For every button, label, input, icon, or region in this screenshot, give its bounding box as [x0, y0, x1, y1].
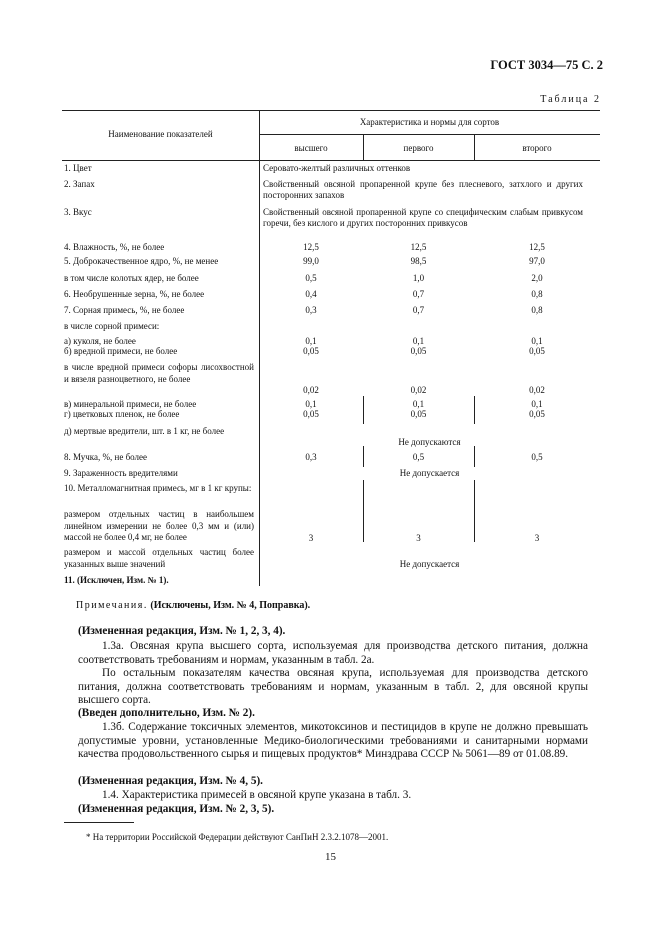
grade-header: второго: [522, 143, 552, 153]
table-cell: 0,8: [531, 289, 543, 299]
table-header-rule: [62, 160, 600, 161]
spanning-value: Не допускается: [399, 559, 460, 569]
amendment-note: (Введен дополнительно, Изм. № 2).: [78, 707, 255, 719]
row-label: а) куколя, не более: [64, 336, 136, 346]
row-label: 4. Влажность, %, не более: [64, 242, 165, 252]
table-cell: 0,5: [412, 452, 425, 462]
paragraph-1-3a: 1.3а. Овсяная крупа высшего сорта, используемая для производства детского питания, должна соответствовать требованиям и нормам, указанным в табл. 2а.: [78, 640, 588, 666]
table-cell: 0,05: [303, 346, 319, 356]
row-label: б) вредной примеси, не более: [64, 346, 178, 356]
row-label: размером и массой отдельных частиц более указанных выше значений: [64, 547, 254, 569]
table-notes: [76, 600, 310, 611]
table-cell: 0,3: [305, 305, 317, 315]
row-label: 10. Металломагнитная примесь, мг в 1 кг крупы:: [64, 483, 252, 493]
table-cell: 2,0: [531, 273, 543, 283]
spanning-value: Серовато-желтый различных оттенков: [263, 163, 411, 173]
row-label: г) цветковых пленок, не более: [64, 409, 180, 419]
table-cell: 0,05: [410, 346, 427, 356]
row-label: в) минеральной примеси, не более: [64, 399, 197, 409]
grade-header: высшего: [294, 143, 328, 153]
table-cell: 0,8: [531, 305, 543, 315]
table-cell: 0,05: [303, 409, 319, 419]
table-cell: 97,0: [529, 256, 545, 266]
row-label: 11. (Исключен, Изм. № 1).: [64, 575, 169, 585]
spanning-value: Свойственный овсяной пропаренной крупе со специфическим слабым привкусом горечи, без кислого и других посторонних привкусов: [263, 207, 583, 228]
table-cell: 0,1: [531, 336, 543, 346]
table-cell: 0,05: [529, 409, 545, 419]
column-header-indicators: Наименование показателей: [108, 129, 213, 139]
row-label: 1. Цвет: [64, 163, 92, 173]
table-cell: 0,1: [531, 399, 543, 409]
table-cell: 0,1: [412, 399, 425, 409]
table-cell: 0,3: [305, 452, 317, 462]
row-label: 2. Запах: [64, 179, 95, 189]
row-label: 7. Сорная примесь, %, не более: [64, 305, 185, 315]
table-cell: 0,05: [410, 409, 427, 419]
table-cell: 12,5: [529, 242, 545, 252]
row-label: 5. Доброкачественное ядро, %, не менее: [64, 256, 219, 266]
table-cell: 0,4: [305, 289, 317, 299]
table-cell: 0,1: [305, 336, 317, 346]
footnote: * На территории Российской Федерации действуют СанПиН 2.3.2.1078—2001.: [86, 832, 389, 842]
spanning-value: Не допускается: [399, 468, 460, 478]
row-label: в числе вредной примеси софоры лисохвостной и вязеля разноцветного, не более: [64, 362, 254, 384]
table-cell: 0,02: [410, 385, 427, 395]
table-group-rule: [259, 134, 600, 135]
grade-header: первого: [403, 143, 434, 153]
amendment-note: (Измененная редакция, Изм. № 1, 2, 3, 4).: [78, 625, 286, 637]
row-label: в числе сорной примеси:: [64, 321, 160, 331]
row-label: размером отдельных частиц в наибольшем линейном измерении не более 0,3 мм и (или) массой не более 0,4 мг, не более: [64, 509, 254, 542]
row-label: 9. Зараженность вредителями: [64, 468, 178, 478]
table-cell: 12,5: [303, 242, 319, 252]
column-group-header: Характеристика и нормы для сортов: [359, 117, 500, 127]
table-cell: 0,5: [531, 452, 543, 462]
table-cell: 0,05: [529, 346, 545, 356]
amendment-note: (Измененная редакция, Изм. № 4, 5).: [78, 775, 263, 787]
table-top-rule: [62, 110, 600, 111]
row-label: 3. Вкус: [64, 207, 92, 217]
table-cell: 3: [534, 533, 540, 543]
table-cell: 99,0: [303, 256, 319, 266]
footnote-rule: [64, 822, 134, 823]
paragraph-other-indicators: По остальным показателям качества овсяная крупа, используемая для производства детского питания, должна соответствовать требованиям и нормам, указанным в табл. 2, для овсяной крупы высшего сорта.: [78, 667, 588, 707]
amendment-note: (Измененная редакция, Изм. № 2, 3, 5).: [78, 803, 275, 815]
paragraph-1-4: 1.4. Характеристика примесей в овсяной крупе указана в табл. 3.: [102, 789, 412, 801]
row-label: в том числе колотых ядер, не более: [64, 273, 199, 283]
table-cell: 3: [308, 533, 314, 543]
table-cell: 1,0: [412, 273, 425, 283]
table-cell: 0,7: [412, 289, 425, 299]
table-cell: 0,1: [412, 336, 425, 346]
notes-text: (Исключены, Изм. № 4, Поправка).: [150, 600, 311, 611]
table-cell: 12,5: [410, 242, 427, 252]
spanning-value: Не допускаются: [398, 437, 461, 447]
notes-prefix: Примечания.: [76, 600, 148, 611]
table-caption: Таблица 2: [540, 94, 601, 105]
table-cell: 98,5: [410, 256, 427, 266]
paragraph-1-3b: 1.3б. Содержание токсичных элементов, микотоксинов и пестицидов в крупе не должно превышать допустимые уровни, установленные Медико-биологическими требованиями и санитарными нормами качества продовольственного сырья и пищевых продуктов* Минздрава СССР № 5061—89 от 01.08.89.: [78, 721, 588, 761]
row-label: 6. Необрушенные зерна, %, не более: [64, 289, 205, 299]
table-cell: 0,02: [303, 385, 319, 395]
document-header: ГОСТ 3034—75 С. 2: [490, 58, 603, 72]
row-label: 8. Мучка, %, не более: [64, 452, 148, 462]
spanning-value: Свойственный овсяной пропаренной крупе без плесневого, затхлого и других посторонних запахов: [263, 179, 583, 200]
page-number: 15: [325, 851, 336, 863]
table-cell: 0,7: [412, 305, 425, 315]
table-cell: 3: [416, 533, 421, 543]
table-cell: 0,5: [305, 273, 317, 283]
row-label: д) мертвые вредители, шт. в 1 кг, не более: [64, 426, 225, 436]
table-cell: 0,02: [529, 385, 545, 395]
table-cell: 0,1: [305, 399, 317, 409]
